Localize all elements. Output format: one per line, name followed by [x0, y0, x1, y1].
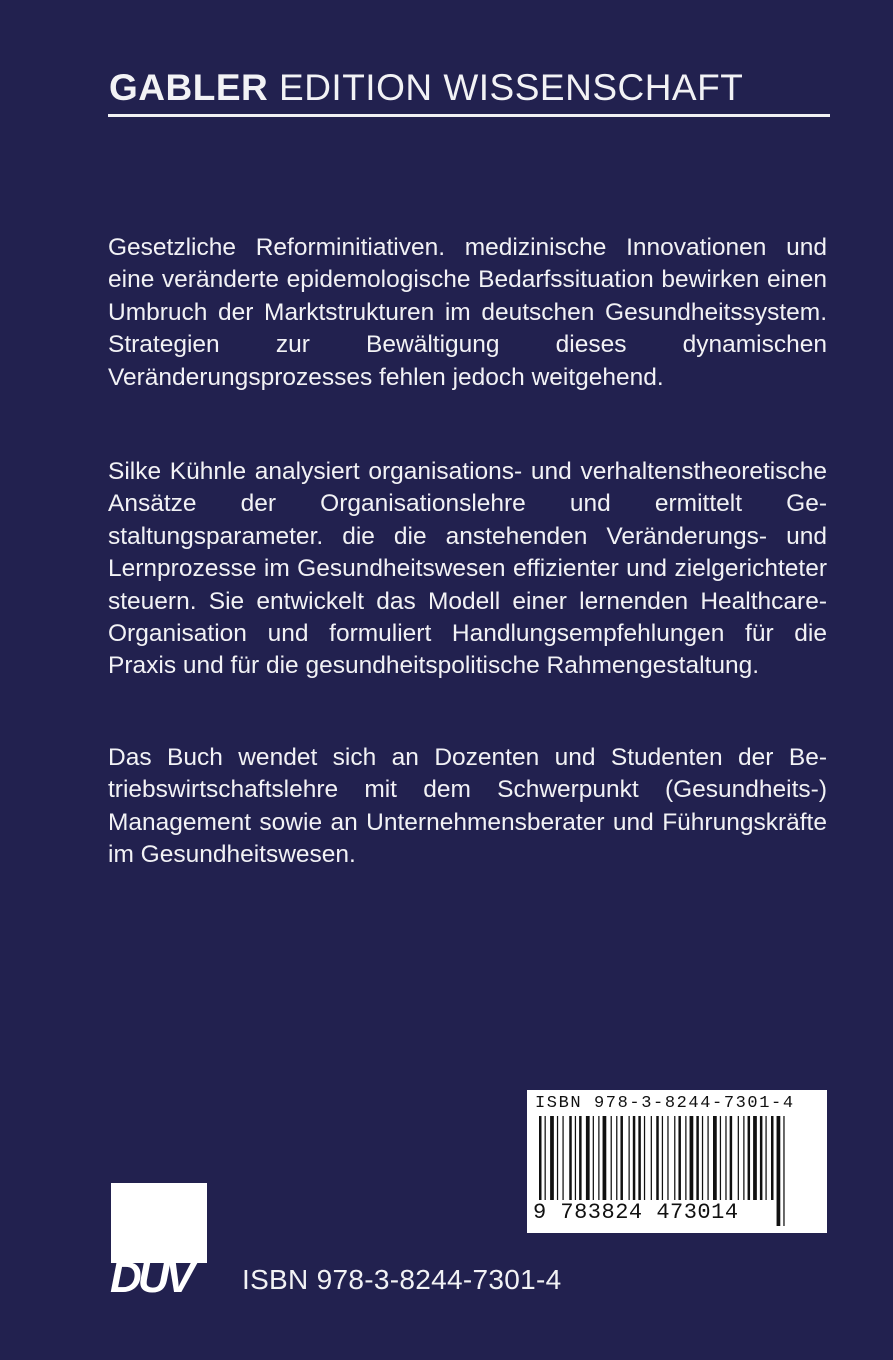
header-divider — [108, 114, 830, 117]
barcode-bar — [598, 1116, 599, 1200]
barcode — [527, 1090, 827, 1233]
barcode-bar — [748, 1116, 751, 1200]
barcode-bar — [690, 1116, 694, 1200]
barcode-bar — [557, 1116, 558, 1200]
barcode-bar — [550, 1116, 554, 1200]
barcode-bar — [656, 1116, 659, 1200]
series-name: EDITION WISSENSCHAFT — [279, 67, 744, 108]
logo-text: DUV — [110, 1253, 191, 1302]
barcode-bar — [644, 1116, 645, 1200]
logo-block — [111, 1183, 207, 1263]
barcode-bar — [730, 1116, 733, 1200]
barcode-bar — [678, 1116, 681, 1200]
barcode-bar — [620, 1116, 623, 1200]
barcode-bar — [760, 1116, 763, 1200]
barcode-bar — [586, 1116, 590, 1200]
barcode-bar — [611, 1116, 612, 1200]
barcode-digits: 9 783824 473014 — [533, 1200, 739, 1225]
barcode-bar — [765, 1116, 766, 1200]
barcode-bar — [743, 1116, 744, 1200]
barcode-bar — [562, 1116, 563, 1200]
barcode-bar — [638, 1116, 641, 1200]
barcode-bar — [713, 1116, 717, 1200]
barcode-bar — [702, 1116, 703, 1200]
barcode-bar — [696, 1116, 699, 1200]
barcode-bar — [629, 1116, 630, 1200]
barcode-bar — [783, 1116, 784, 1226]
series-brand: GABLER — [109, 67, 269, 108]
blurb-paragraph-2: Silke Kühnle analysiert organisations- und verhaltenstheoretische Ansätze der Organisationslehre und ermittelt Gestaltungsparameter. die die anstehenden Veränderungs- und Lernprozesse im Gesundheitswesen effizienter und zielgerichteter steuern. Sie entwickelt das Modell einer lernenden Healthcare-Organisation und formuliert Handlungsempfehlungen für die Praxis und für die gesundheitspolitische Rahmengestaltung. — [108, 458, 827, 680]
barcode-bar — [720, 1116, 721, 1200]
barcode-bar — [633, 1116, 636, 1200]
barcode-bar — [569, 1116, 572, 1200]
barcode-isbn-label: ISBN 978-3-8244-7301-4 — [535, 1094, 795, 1113]
barcode-bar — [651, 1116, 652, 1200]
blurb-paragraph-3: Das Buch wendet sich an Dozenten und Studenten der Betriebswirtschaftslehre mit dem Schwerpunkt (Gesundheits-) Management sowie an Unternehmensberater und Führungskräfte im Gesundheitswesen. — [108, 744, 827, 869]
barcode-bar — [575, 1116, 576, 1200]
barcode-bar — [738, 1116, 739, 1200]
barcode-bar — [674, 1116, 675, 1200]
publisher-logo — [110, 1183, 212, 1301]
barcode-bar — [603, 1116, 607, 1200]
barcode-bar — [685, 1116, 686, 1200]
blurb-paragraph-1: Gesetzliche Reforminitiativen. medizinische Innovationen und eine veränderte epidemologische Bedarfssituation bewirken einen Umbruch der Marktstrukturen im deutschen Gesundheitssystem. Strategien zur Bewältigung dieses dynamischen Veränderungsprozesses fehlen jedoch weitgehend. — [108, 234, 827, 391]
barcode-bar — [707, 1116, 708, 1200]
isbn-footer: ISBN 978-3-8244-7301-4 — [242, 1264, 562, 1295]
barcode-bar — [616, 1116, 617, 1200]
barcode-bar — [579, 1116, 582, 1200]
barcode-bar — [777, 1116, 781, 1226]
barcode-bar — [725, 1116, 726, 1200]
series-title — [109, 66, 829, 110]
barcode-bar — [771, 1116, 774, 1200]
barcode-bar — [593, 1116, 594, 1200]
barcode-bar — [753, 1116, 757, 1200]
